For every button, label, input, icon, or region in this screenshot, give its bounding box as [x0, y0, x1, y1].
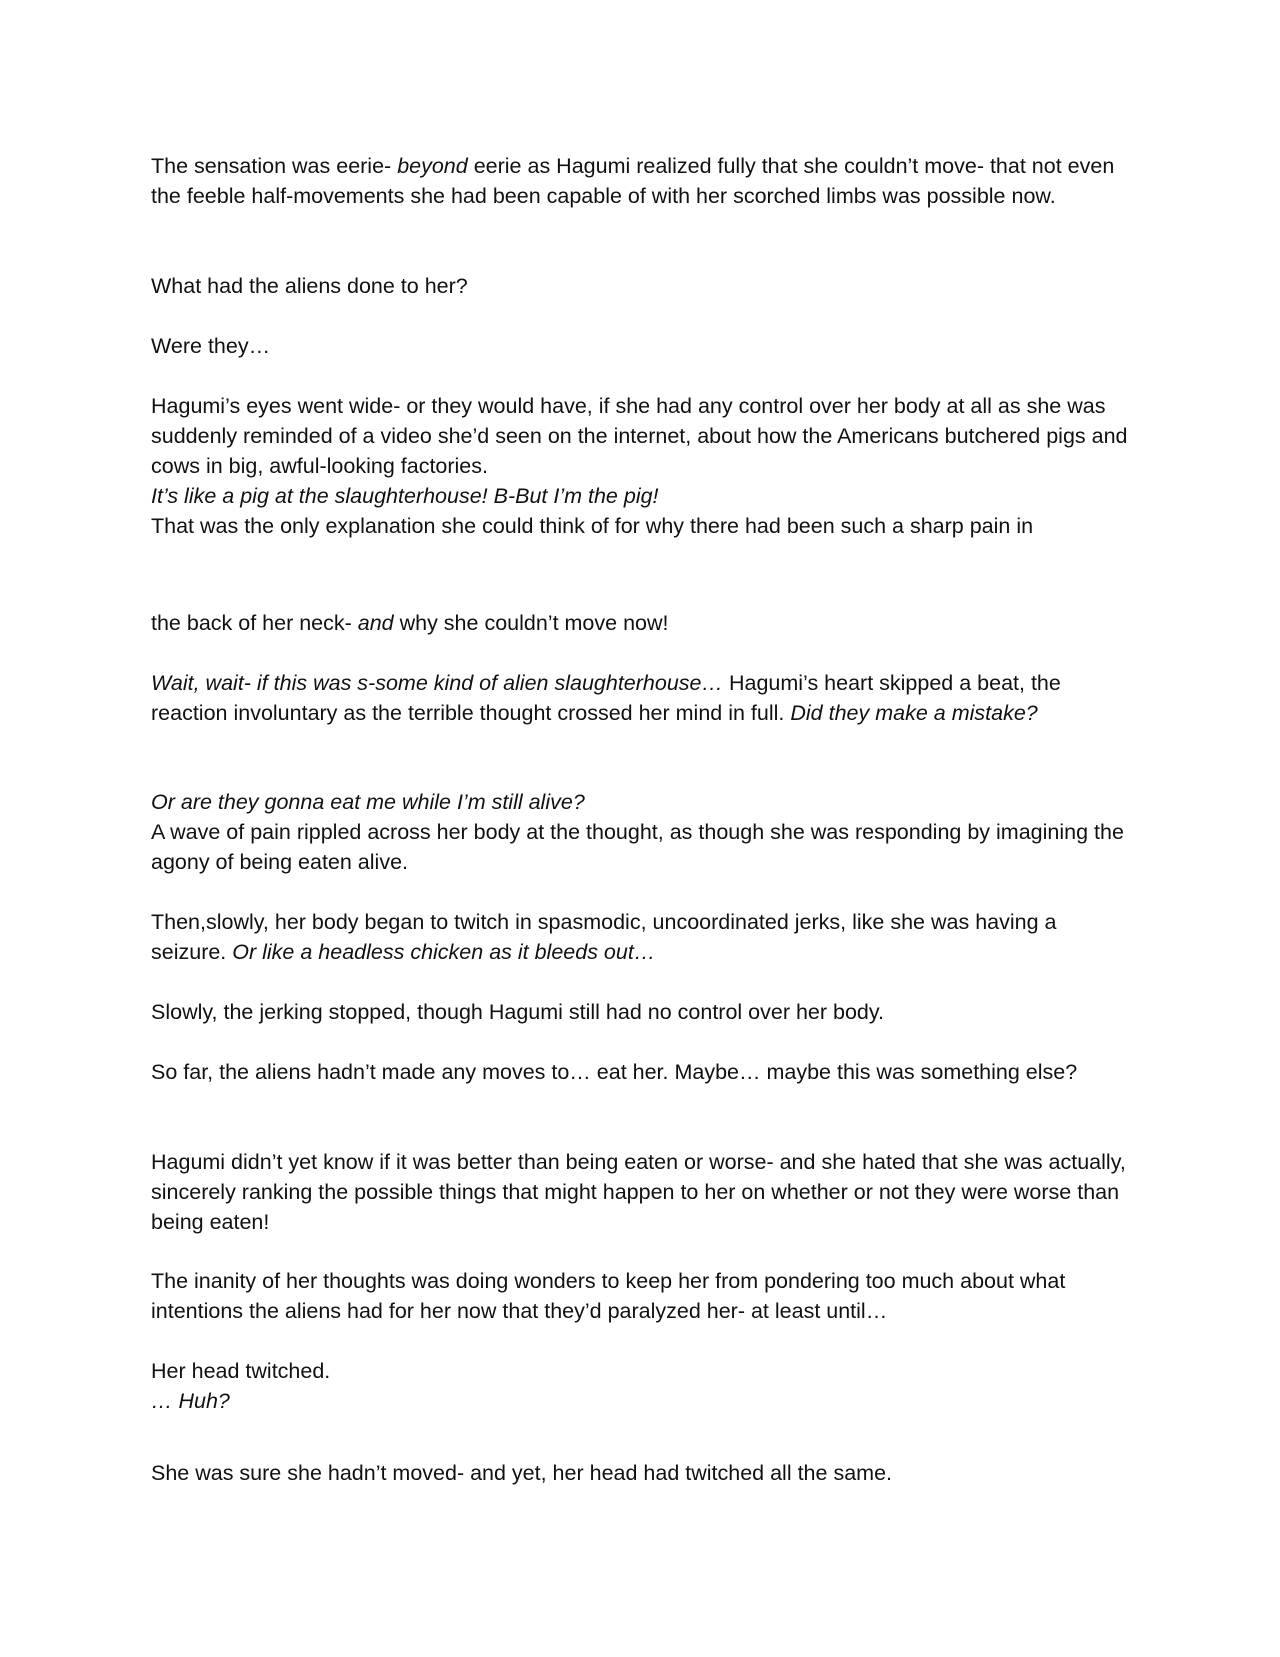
- paragraph-5: [151, 481, 1136, 511]
- text-run: The inanity of her thoughts was doing wonders to keep her from pondering too much about what intentions the aliens had for her now that they’d paralyzed her- at least until…: [151, 1269, 1066, 1323]
- paragraph-12: [151, 997, 1136, 1027]
- text-run: Slowly, the jerking stopped, though Hagumi still had no control over her body.: [151, 1000, 885, 1024]
- paragraph-11: [151, 907, 1136, 967]
- text-run-italic: … Huh?: [151, 1389, 230, 1413]
- text-run: the back of her neck-: [151, 611, 358, 635]
- text-run: Hagumi’s eyes went wide- or they would have, if she had any control over her body at all as she was suddenly reminded of a video she’d seen on the internet, about how the Americans butchered pigs and cows in big, awful-looking factories.: [151, 394, 1128, 478]
- text-run: eerie as Hagumi realized fully that she couldn’t move- that not even the feeble half-movements she had been capable of with her scorched limbs was possible now.: [151, 154, 1115, 208]
- text-run-italic: and: [357, 611, 394, 635]
- text-run: That was the only explanation she could think of for why there had been such a sharp pain in: [151, 514, 1034, 538]
- text-run: Then,slowly, her body began to twitch in spasmodic, uncoordinated jerks, like she was having a seizure.: [151, 910, 1057, 964]
- text-run-italic: Wait, wait- if this was s-some kind of alien slaughterhouse…: [151, 671, 723, 695]
- paragraph-4: [151, 391, 1136, 481]
- text-run-italic: It’s like a pig at the slaughterhouse! B-But I’m the pig!: [151, 484, 659, 508]
- paragraph-13: [151, 1057, 1136, 1087]
- paragraph-9: [151, 787, 1136, 817]
- paragraph-14: [151, 1147, 1136, 1237]
- paragraph-7: [151, 608, 1136, 638]
- text-run: What had the aliens done to her?: [151, 274, 468, 298]
- text-run: The sensation was eerie-: [151, 154, 398, 178]
- paragraph-1: [151, 151, 1136, 211]
- paragraph-6: [151, 511, 1136, 541]
- text-run: why she couldn’t move now!: [393, 611, 669, 635]
- text-run-italic: beyond: [397, 154, 468, 178]
- text-run: She was sure she hadn’t moved- and yet, her head had twitched all the same.: [151, 1461, 892, 1485]
- text-run-italic: Did they make a mistake?: [790, 701, 1038, 725]
- text-run: A wave of pain rippled across her body at the thought, as though she was responding by imagining the agony of being eaten alive.: [151, 820, 1124, 874]
- text-run: Hagumi didn’t yet know if it was better than being eaten or worse- and she hated that she was actually, sincerely ranking the possible things that might happen to her on whether or not they were worse than being eaten!: [151, 1150, 1126, 1234]
- text-run: Hagumi’s heart skipped a beat, the reaction involuntary as the terrible thought crossed her mind in full.: [151, 671, 1061, 725]
- paragraph-2: [151, 271, 1136, 301]
- paragraph-10: [151, 817, 1136, 877]
- text-run: Were they…: [151, 334, 271, 358]
- paragraph-15: [151, 1266, 1136, 1326]
- text-run: So far, the aliens hadn’t made any moves to… eat her. Maybe… maybe this was something else?: [151, 1060, 1078, 1084]
- paragraph-3: [151, 331, 1136, 361]
- text-run: Her head twitched.: [151, 1359, 331, 1383]
- text-run-italic: Or like a headless chicken as it bleeds out…: [232, 940, 656, 964]
- text-run-italic: Or are they gonna eat me while I’m still alive?: [151, 790, 585, 814]
- paragraph-17: [151, 1386, 1136, 1416]
- paragraph-8: [151, 668, 1136, 728]
- paragraph-18: [151, 1458, 1136, 1488]
- paragraph-16: [151, 1356, 1136, 1386]
